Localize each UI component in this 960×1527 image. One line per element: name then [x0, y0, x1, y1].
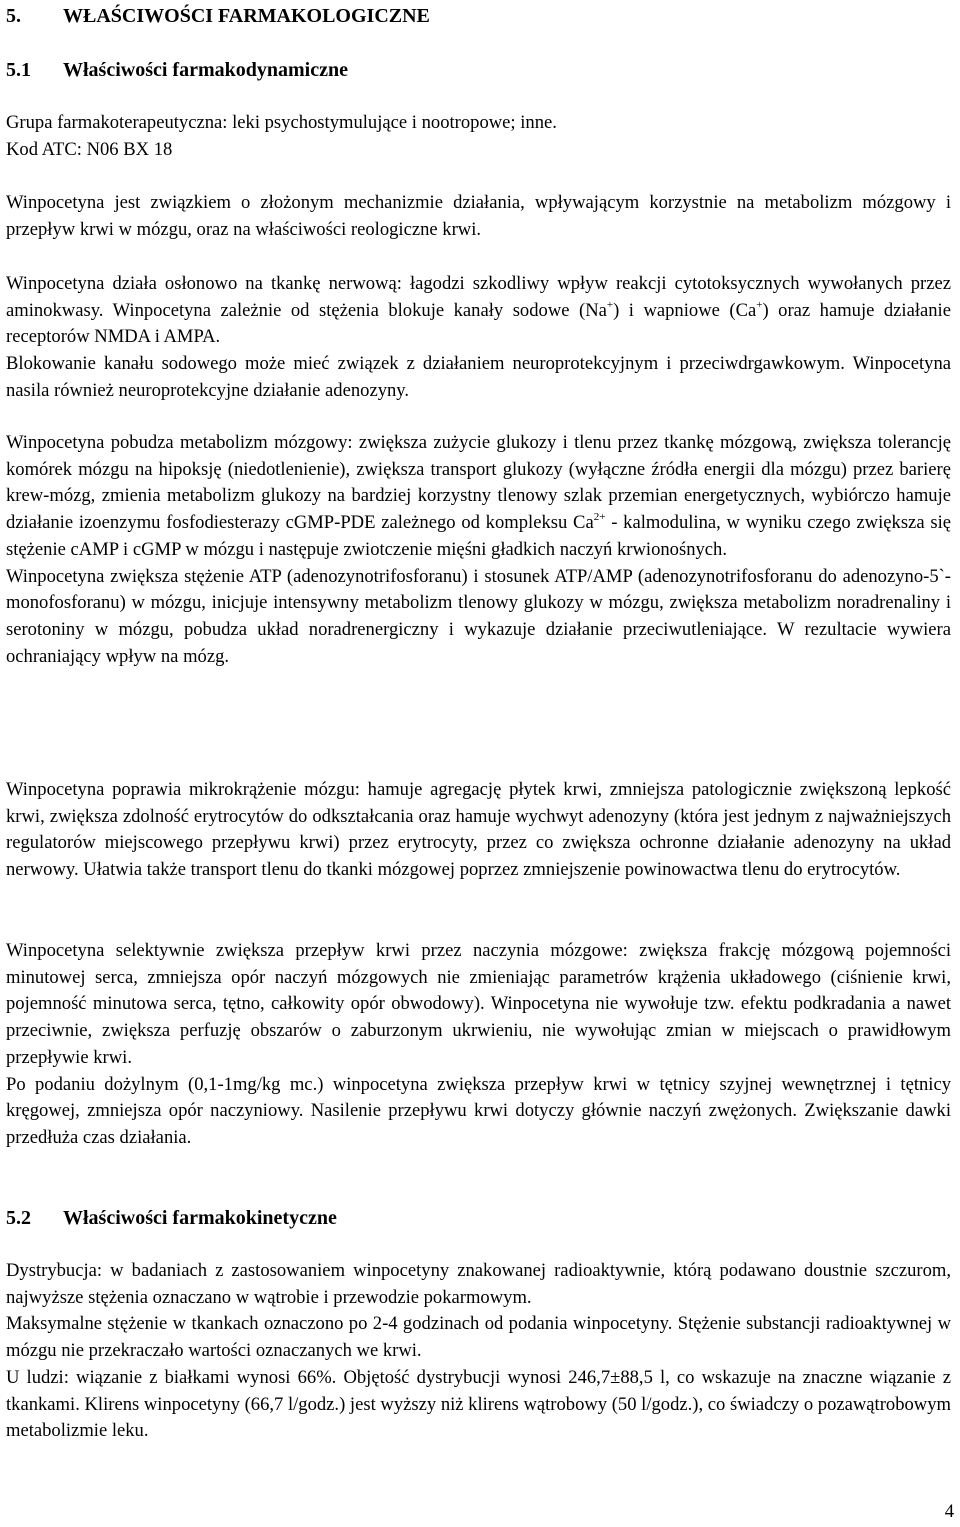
- text-run: Winpocetyna działa osłonowo na tkankę nerwową: łagodzi szkodliwy wpływ reakcji cytotoksycznych wywołanych przez aminokwasy. Winpocetyna zależnie od stężenia blokuje kanały sodowe (Na: [6, 273, 951, 321]
- paragraph-text: [6, 271, 951, 351]
- section-number: 5.1: [6, 59, 31, 81]
- paragraph-protective: [6, 271, 951, 405]
- paragraph-blood-flow: [6, 938, 951, 1152]
- section-5-1-heading: [6, 57, 348, 84]
- superscript: 2+: [593, 511, 606, 524]
- superscript: +: [606, 298, 614, 311]
- paragraph-text: U ludzi: wiązanie z białkami wynosi 66%. Objętość dystrybucji wynosi 246,7±88,5 l, co wskazuje na znaczne wiązanie z tkankami. Klirens winpocetyny (66,7 l/godz.) jest wyższy niż klirens wątrobowy (50 l/godz.), co świadczy o pozawątrobowym metabolizmie leku.: [6, 1366, 951, 1442]
- pharmacotherapeutic-group: [6, 110, 951, 163]
- paragraph-kinetics: [6, 1258, 951, 1445]
- paragraph-text: Winpocetyna zwiększa stężenie ATP (adenozynotrifosforanu) i stosunek ATP/AMP (adenozynotrifosforanu do adenozyno-5`-monofosforanu) w mózgu, inicjuje intensywny metabolizm tlenowy glukozy w mózgu, zwiększa metabolizm noradrenaliny i serotoniny w mózgu, pobudza układ noradrenergiczny i wykazuje działanie przeciwutleniające. W rezultacie wywiera ochraniający wpływ na mózg.: [6, 565, 951, 667]
- section-5-2-heading: [6, 1205, 337, 1232]
- atc-code-line: Kod ATC: N06 BX 18: [6, 138, 173, 160]
- text-run: ) i wapniowe (Ca: [613, 299, 757, 321]
- paragraph-text: Winpocetyna selektywnie zwiększa przepływ krwi przez naczynia mózgowe: zwiększa frakcję mózgową pojemności minutowej serca, zmniejsza opór naczyń mózgowych nie zmieniając parametrów krążenia układowego (ciśnienie krwi, pojemność minutowa serca, tętno, całkowity opór obwodowy). Winpocetyna nie wywołuje tzw. efektu podkradania a nawet przeciwnie, zwiększa perfuzję obszarów o zaburzonym ukrwieniu, nie wywołując zmian w miejscach o prawidłowym przepływie krwi.: [6, 940, 951, 1068]
- superscript: +: [756, 298, 763, 311]
- section-title: Właściwości farmakokinetyczne: [63, 1207, 337, 1229]
- paragraph-text: Winpocetyna poprawia mikrokrążenie mózgu: hamuje agregację płytek krwi, zmniejsza patologicznie zwiększoną lepkość krwi, zwiększa zdolność erytrocytów do odkształcania oraz hamuje wychwyt adenozyny (która jest jednym z najważniejszych regulatorów miejscowego przepływu krwi) przez erytrocyty, przez co zwiększa ochronne działanie adenozyny na układ nerwowy. Ułatwia także transport tlenu do tkanki mózgowej poprzez zmniejszenie powinowactwa tlenu do erytrocytów.: [6, 779, 951, 881]
- text-run: Winpocetyna pobudza metabolizm mózgowy: zwiększa zużycie glukozy i tlenu przez tkankę mózgową, zwiększa tolerancję komórek mózgu na hipoksję (niedotlenienie), zwiększa transport glukozy (wyłączne źródła energii dla mózgu) przez barierę krew-mózg, zmienia metabolizm glukozy na bardziej korzystny tlenowy szlak przemian energetycznych, wybiórczo hamuje działanie izoenzymu fosfodiesterazy cGMP-PDE zależnego od kompleksu Ca: [6, 432, 951, 534]
- group-line: Grupa farmakoterapeutyczna: leki psychostymulujące i nootropowe; inne.: [6, 112, 557, 133]
- section-title: Właściwości farmakodynamiczne: [63, 59, 348, 81]
- paragraph-text: [6, 430, 951, 564]
- paragraph-text: Po podaniu dożylnym (0,1-1mg/kg mc.) winpocetyna zwiększa przepływ krwi w tętnicy szyjnej wewnętrznej i tętnicy kręgowej, zmniejsza opór naczyniowy. Nasilenie przepływu krwi dotyczy głównie naczyń zwężonych. Zwiększanie dawki przedłuża czas działania.: [6, 1073, 951, 1148]
- section-number: 5.: [6, 5, 21, 27]
- section-5-heading: [6, 3, 430, 30]
- paragraph-microcirculation: [6, 777, 951, 884]
- paragraph-text: Dystrybucja: w badaniach z zastosowaniem winpocetyny znakowanej radioaktywnie, którą podawano doustnie szczurom, najwyższe stężenia oznaczano w wątrobie i przewodzie pokarmowym.: [6, 1260, 951, 1308]
- paragraph-text: Winpocetyna jest związkiem o złożonym mechanizmie działania, wpływającym korzystnie na metabolizm mózgowy i przepływ krwi w mózgu, oraz na właściwości reologiczne krwi.: [6, 192, 951, 240]
- paragraph-text: Maksymalne stężenie w tkankach oznaczono po 2-4 godzinach od podania winpocetyny. Stężenie substancji radioaktywnej w mózgu nie przekraczało wartości oznaczanych we krwi.: [6, 1313, 951, 1362]
- paragraph-mechanism: [6, 190, 951, 243]
- text-run: ) oraz hamuje działanie receptorów NMDA i AMPA.: [6, 299, 951, 348]
- paragraph-text: Blokowanie kanału sodowego może mieć związek z działaniem neuroprotekcyjnym i przeciwdrgawkowym. Winpocetyna nasila również neuroprotekcyjne działanie adenozyny.: [6, 353, 951, 401]
- section-title: WŁAŚCIWOŚCI FARMAKOLOGICZNE: [63, 5, 430, 27]
- page-number: 4: [944, 1501, 954, 1522]
- text-run: - kalmodulina, w wyniku czego zwiększa się stężenie cAMP i cGMP w mózgu i następuje zwiotczenie mięśni gładkich naczyń krwionośnych.: [6, 512, 951, 560]
- paragraph-metabolism: [6, 430, 951, 670]
- section-number: 5.2: [6, 1207, 31, 1229]
